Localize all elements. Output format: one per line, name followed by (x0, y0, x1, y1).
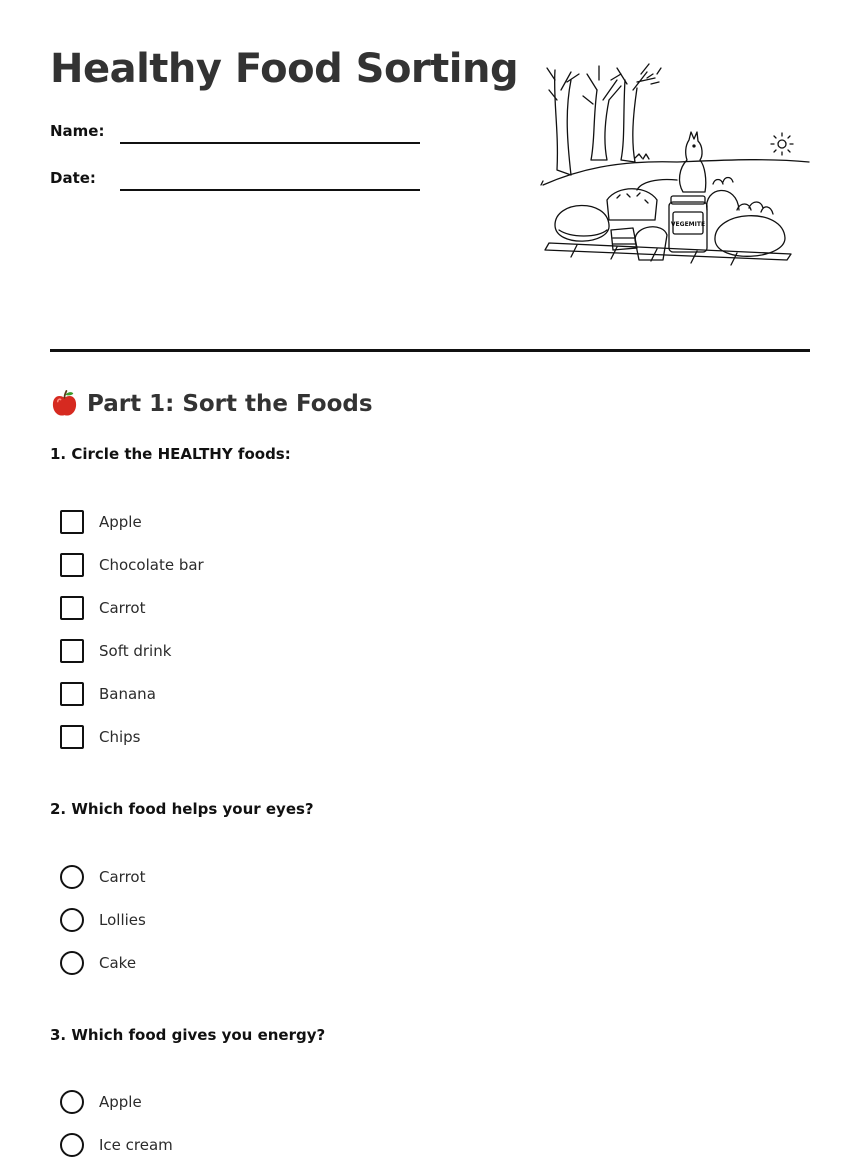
part1-heading (50, 389, 373, 418)
q1-option-soft-drink[interactable] (60, 637, 171, 665)
date-field[interactable] (50, 169, 430, 199)
q2-option-carrot[interactable] (60, 863, 145, 891)
option-label: Cake (99, 954, 137, 972)
q1-option-chocolate-bar[interactable] (60, 551, 204, 579)
checkbox[interactable] (60, 682, 84, 706)
picnic-illustration (537, 60, 812, 275)
illustration-jar-label: VEGEMITE (670, 221, 706, 228)
part1-title: Part 1: Sort the Foods (87, 390, 373, 417)
checkbox[interactable] (60, 725, 84, 749)
checkbox[interactable] (60, 510, 84, 534)
option-label: Apple (99, 513, 142, 531)
worksheet-title: Healthy Food Sorting (50, 46, 519, 92)
q1-option-chips[interactable] (60, 723, 140, 751)
date-label: Date: (50, 169, 96, 187)
q1-option-apple[interactable] (60, 508, 142, 536)
name-field[interactable] (50, 122, 430, 152)
q2-option-cake[interactable] (60, 949, 136, 977)
q1-option-carrot[interactable] (60, 594, 145, 622)
q2-option-lollies[interactable] (60, 906, 146, 934)
red-apple-icon (50, 389, 79, 418)
option-label: Ice cream (99, 1136, 173, 1154)
q3-option-ice-cream[interactable] (60, 1131, 173, 1159)
question-1-prompt: 1. Circle the HEALTHY foods: (50, 445, 291, 463)
option-label: Carrot (99, 599, 146, 617)
option-label: Carrot (99, 868, 146, 886)
checkbox[interactable] (60, 553, 84, 577)
q1-option-banana[interactable] (60, 680, 156, 708)
option-label: Chocolate bar (99, 556, 204, 574)
radio-button[interactable] (60, 951, 84, 975)
name-line[interactable] (120, 142, 420, 144)
radio-button[interactable] (60, 865, 84, 889)
header-divider (50, 349, 810, 352)
question-2-prompt: 2. Which food helps your eyes? (50, 800, 314, 818)
option-label: Apple (99, 1093, 142, 1111)
checkbox[interactable] (60, 596, 84, 620)
checkbox[interactable] (60, 639, 84, 663)
radio-button[interactable] (60, 908, 84, 932)
q3-option-apple[interactable] (60, 1088, 142, 1116)
name-label: Name: (50, 122, 105, 140)
option-label: Lollies (99, 911, 146, 929)
radio-button[interactable] (60, 1090, 84, 1114)
option-label: Chips (99, 728, 141, 746)
option-label: Banana (99, 685, 156, 703)
date-line[interactable] (120, 189, 420, 191)
radio-button[interactable] (60, 1133, 84, 1157)
option-label: Soft drink (99, 642, 172, 660)
question-3-prompt: 3. Which food gives you energy? (50, 1026, 326, 1044)
